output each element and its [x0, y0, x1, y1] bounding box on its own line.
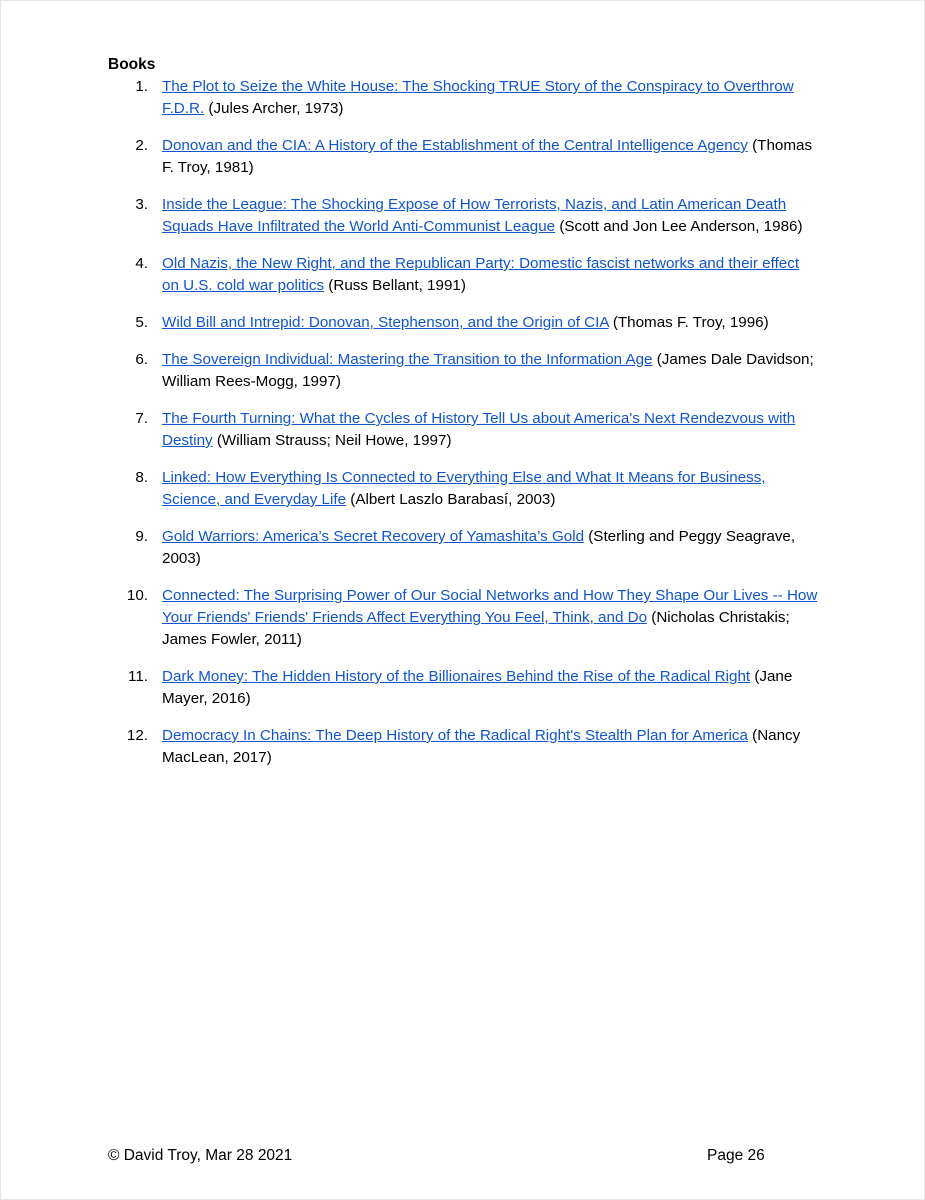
- list-number: 4.: [135, 255, 148, 272]
- book-title-link[interactable]: Connected: The Surprising Power of Our Social Networks and How They Shape Our Lives -- How Your Friends' Friends' Friends Affect Everything You Feel, Think, and Do: [162, 587, 818, 626]
- footer-page-number: Page 26: [707, 1147, 765, 1164]
- book-title-link[interactable]: The Fourth Turning: What the Cycles of History Tell Us about America's Next Rendezvous with Destiny: [162, 410, 796, 449]
- book-citation: (William Strauss; Neil Howe, 1997): [212, 432, 452, 449]
- list-item: [108, 253, 820, 297]
- list-item: [108, 135, 820, 179]
- book-title-link[interactable]: The Plot to Seize the White House: The Shocking TRUE Story of the Conspiracy to Overthrow F.D.R.: [162, 78, 794, 117]
- footer-copyright: © David Troy, Mar 28 2021: [108, 1147, 293, 1164]
- book-citation: (Scott and Jon Lee Anderson, 1986): [555, 218, 803, 235]
- section-heading: Books: [108, 56, 156, 73]
- list-item: [108, 725, 820, 769]
- list-number: 11.: [128, 668, 148, 685]
- list-number: 9.: [135, 528, 148, 545]
- book-citation: (Jane Mayer, 2016): [162, 668, 793, 707]
- list-item: [108, 526, 820, 570]
- book-title-link[interactable]: Linked: How Everything Is Connected to Everything Else and What It Means for Business, Science, and Everyday Life: [162, 469, 766, 508]
- book-title-link[interactable]: Dark Money: The Hidden History of the Billionaires Behind the Rise of the Radical Right: [162, 668, 751, 685]
- book-citation: (Thomas F. Troy, 1996): [608, 314, 769, 331]
- book-citation: (James Dale Davidson; William Rees-Mogg, 1997): [162, 351, 814, 390]
- list-number: 5.: [135, 314, 148, 331]
- book-list: [108, 76, 820, 784]
- list-item: [108, 467, 820, 511]
- list-item: [108, 408, 820, 452]
- list-number: 3.: [135, 196, 148, 213]
- list-item: [108, 349, 820, 393]
- list-number: 6.: [135, 351, 148, 368]
- book-title-link[interactable]: Gold Warriors: America’s Secret Recovery of Yamashita’s Gold: [162, 528, 585, 545]
- list-item: [108, 585, 820, 651]
- book-citation: (Albert Laszlo Barabasí, 2003): [346, 491, 556, 508]
- list-number: 10.: [126, 587, 148, 604]
- book-title-link[interactable]: Old Nazis, the New Right, and the Republican Party: Domestic fascist networks and their effect on U.S. cold war politics: [162, 255, 800, 294]
- list-number: 8.: [135, 469, 148, 486]
- book-title-link[interactable]: The Sovereign Individual: Mastering the Transition to the Information Age: [162, 351, 653, 368]
- list-item: [108, 312, 820, 334]
- list-number: 2.: [135, 137, 148, 154]
- book-citation: (Thomas F. Troy, 1981): [162, 137, 813, 176]
- book-citation: (Nancy MacLean, 2017): [162, 727, 801, 766]
- book-title-link[interactable]: Wild Bill and Intrepid: Donovan, Stephenson, and the Origin of CIA: [162, 314, 609, 331]
- book-title-link[interactable]: Democracy In Chains: The Deep History of the Radical Right's Stealth Plan for America: [162, 727, 748, 744]
- list-number: 7.: [135, 410, 148, 427]
- list-item: [108, 76, 820, 120]
- list-number: 12.: [126, 727, 148, 744]
- list-number: 1.: [135, 78, 148, 95]
- book-citation: (Russ Bellant, 1991): [324, 277, 466, 294]
- book-title-link[interactable]: Donovan and the CIA: A History of the Establishment of the Central Intelligence Agency: [162, 137, 748, 154]
- book-title-link[interactable]: Inside the League: The Shocking Expose of How Terrorists, Nazis, and Latin American Death Squads Have Infiltrated the World Anti-Communist League: [162, 196, 787, 235]
- list-item: [108, 194, 820, 238]
- book-citation: (Sterling and Peggy Seagrave, 2003): [162, 528, 796, 567]
- book-citation: (Nicholas Christakis; James Fowler, 2011): [162, 609, 790, 648]
- book-citation: (Jules Archer, 1973): [204, 100, 344, 117]
- list-item: [108, 666, 820, 710]
